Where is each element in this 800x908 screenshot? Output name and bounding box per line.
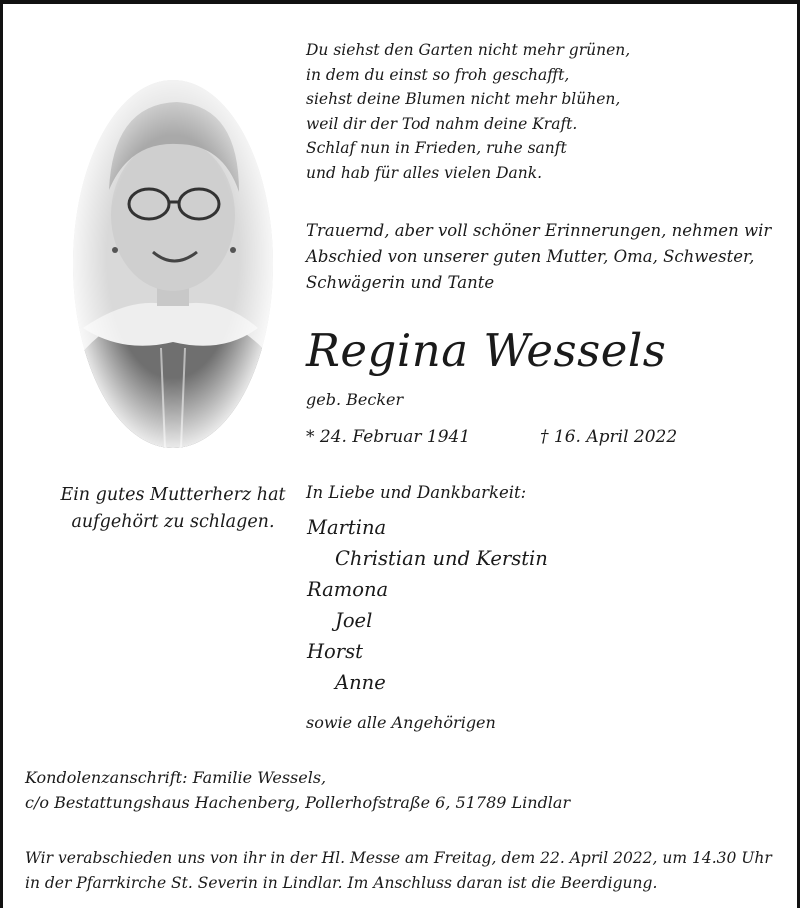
maiden-name: geb. Becker <box>306 390 404 409</box>
deceased-name: Regina Wessels <box>306 324 667 377</box>
intro-line: Trauernd, aber voll schöner Erinnerungen, nehmen wir <box>306 221 772 240</box>
family-member: Martina <box>307 516 387 539</box>
death-date: † 16. April 2022 <box>540 427 678 447</box>
poem-line: in dem du einst so froh geschafft, <box>306 65 570 84</box>
intro-line: Abschied von unserer guten Mutter, Oma, Schwester, <box>306 247 755 266</box>
service-line: in der Pfarrkirche St. Severin in Lindlar. Im Anschluss daran ist die Beerdigung. <box>25 873 658 892</box>
family-member: Anne <box>335 671 386 694</box>
intro-text <box>306 218 771 296</box>
poem-line: Schlaf nun in Frieden, ruhe sanft <box>306 139 567 157</box>
condolence-line: Kondolenzanschrift: Familie Wessels, <box>25 768 327 787</box>
condolence-line: c/o Bestattungshaus Hachenberg, Pollerhofstraße 6, 51789 Lindlar <box>25 792 571 812</box>
motto-line: Ein gutes Mutterherz hat <box>60 485 286 505</box>
service-line: Wir verabschieden uns von ihr in der Hl. Messe am Freitag, dem 22. April 2022, um 14.30 Uhr <box>25 849 772 867</box>
poem-line: und hab für alles vielen Dank. <box>306 163 543 182</box>
family-member: Christian und Kerstin <box>335 547 548 570</box>
intro-line: Schwägerin und Tante <box>306 273 495 292</box>
poem-line: Du siehst den Garten nicht mehr grünen, <box>306 41 631 59</box>
relatives-text: sowie alle Angehörigen <box>306 713 496 732</box>
motto <box>25 482 321 536</box>
poem <box>306 38 630 185</box>
condolence-address <box>25 766 570 815</box>
birth-date: * 24. Februar 1941 <box>306 427 471 447</box>
love-heading: In Liebe und Dankbarkeit: <box>306 483 527 502</box>
portrait-photo <box>73 80 273 448</box>
service-info <box>25 846 772 895</box>
family-member: Ramona <box>307 578 389 601</box>
family-member: Joel <box>335 609 373 632</box>
poem-line: weil dir der Tod nahm deine Kraft. <box>306 114 578 133</box>
poem-line: siehst deine Blumen nicht mehr blühen, <box>306 90 621 108</box>
family-member: Horst <box>307 640 363 663</box>
motto-line: aufgehört zu schlagen. <box>71 512 275 532</box>
